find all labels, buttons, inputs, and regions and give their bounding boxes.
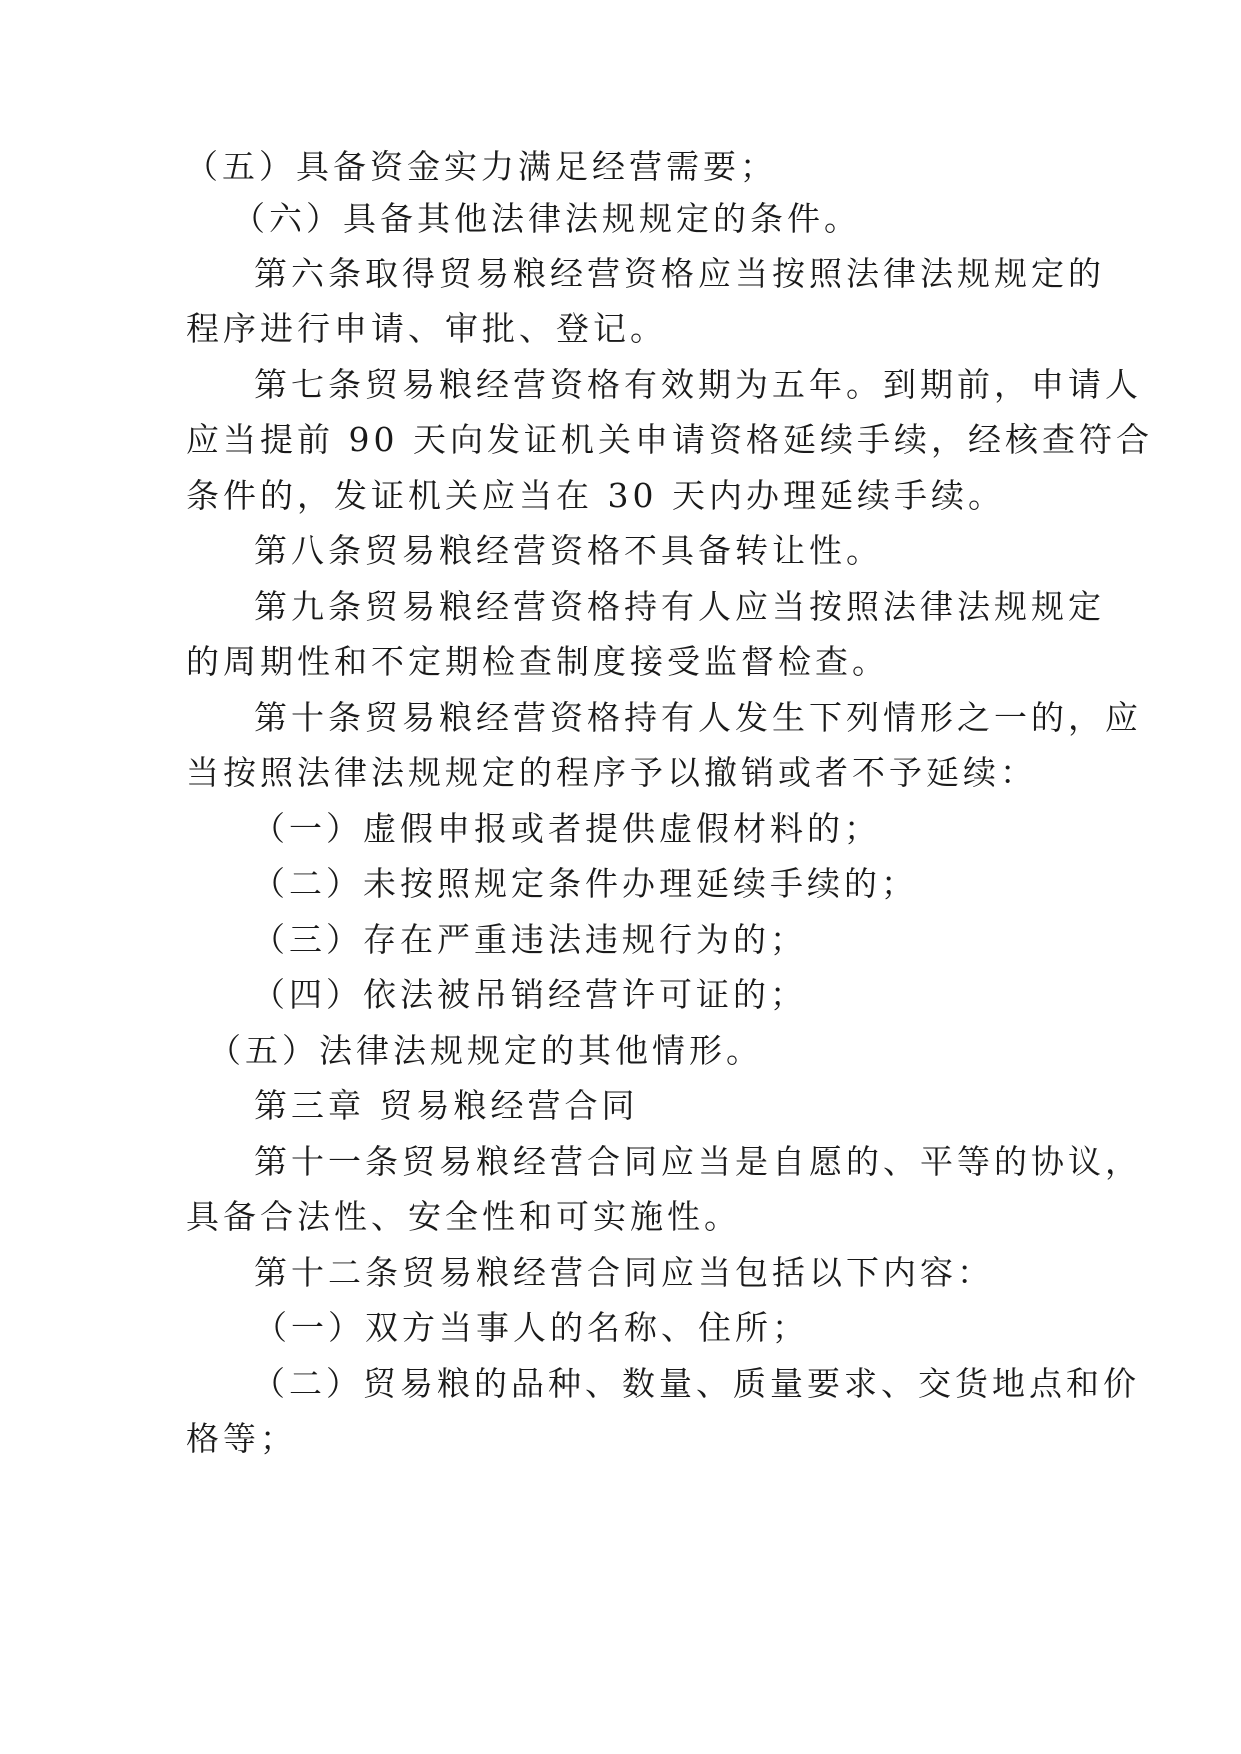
text-line-24: 格等；: [186, 1419, 297, 1458]
text-line-10: 的周期性和不定期检查制度接受监督检查。: [186, 642, 889, 681]
text-line-12: 当按照法律法规规定的程序予以撤销或者不予延续：: [186, 753, 1037, 792]
text-line-15: （三）存在严重违法违规行为的；: [252, 920, 807, 959]
text-line-21: 第十二条贸易粮经营合同应当包括以下内容：: [254, 1253, 994, 1292]
text-line-19: 第十一条贸易粮经营合同应当是自愿的、平等的协议，: [254, 1142, 1142, 1181]
text-line-1: （五）具备资金实力满足经营需要；: [185, 147, 777, 186]
text-line-6: 应当提前 90 天向发证机关申请资格延续手续，经核查符合: [186, 420, 1153, 459]
text-line-14: （二）未按照规定条件办理延续手续的；: [252, 864, 918, 903]
text-line-18: 第三章 贸易粮经营合同: [254, 1086, 639, 1125]
text-line-17: （五）法律法规规定的其他情形。: [208, 1031, 763, 1070]
text-line-9: 第九条贸易粮经营资格持有人应当按照法律法规规定: [254, 587, 1105, 626]
text-line-2: （六）具备其他法律法规规定的条件。: [232, 199, 861, 238]
text-line-7: 条件的，发证机关应当在 30 天内办理延续手续。: [186, 476, 1005, 515]
text-line-16: （四）依法被吊销经营许可证的；: [252, 975, 807, 1014]
text-line-13: （一）虚假申报或者提供虚假材料的；: [252, 809, 881, 848]
text-line-4: 程序进行申请、审批、登记。: [186, 309, 667, 348]
text-line-11: 第十条贸易粮经营资格持有人发生下列情形之一的，应: [254, 698, 1142, 737]
text-line-23: （二）贸易粮的品种、数量、质量要求、交货地点和价: [252, 1364, 1140, 1403]
text-line-20: 具备合法性、安全性和可实施性。: [186, 1197, 741, 1236]
text-line-22: （一）双方当事人的名称、住所；: [254, 1308, 809, 1347]
text-line-8: 第八条贸易粮经营资格不具备转让性。: [254, 531, 883, 570]
text-line-5: 第七条贸易粮经营资格有效期为五年。到期前，申请人: [254, 365, 1142, 404]
text-line-3: 第六条取得贸易粮经营资格应当按照法律法规规定的: [254, 254, 1105, 293]
